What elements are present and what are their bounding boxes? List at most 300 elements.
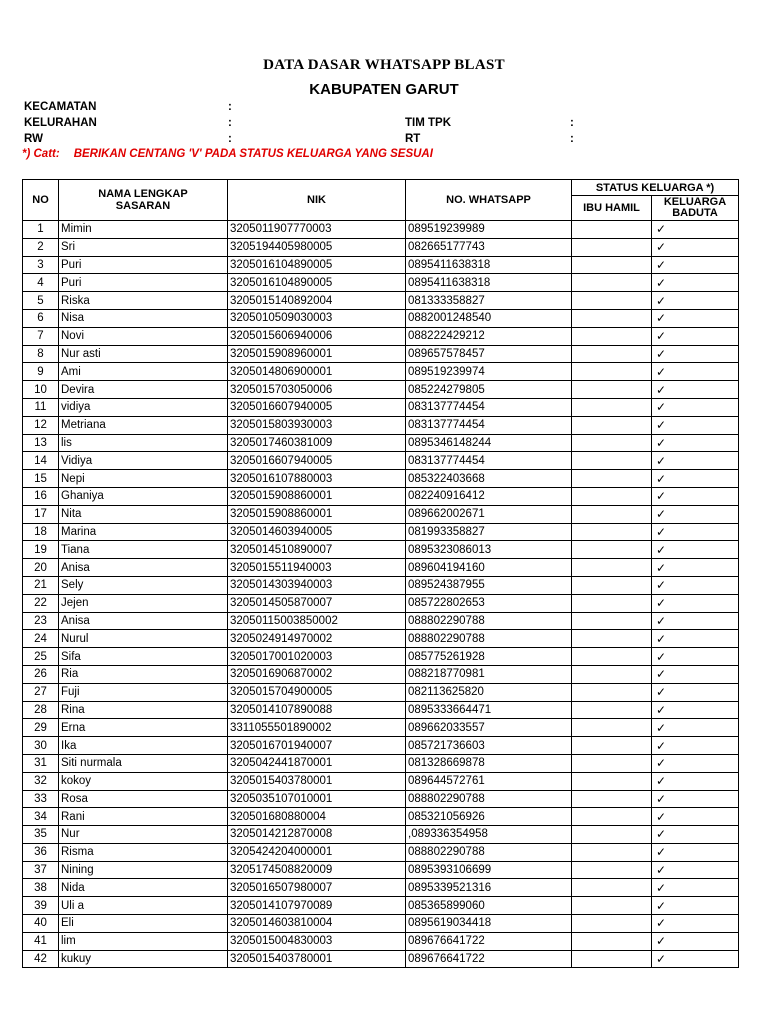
row-ibu-hamil — [572, 274, 652, 292]
row-nik: 3205014603810004 — [228, 915, 406, 933]
tim-tpk-label: TIM TPK — [405, 117, 451, 129]
table-row — [23, 719, 739, 737]
table-row — [23, 363, 739, 381]
row-ibu-hamil — [572, 826, 652, 844]
row-nama: Nida — [59, 879, 228, 897]
row-whatsapp: 089604194160 — [406, 559, 572, 577]
row-whatsapp: 0895333664471 — [406, 701, 572, 719]
table-row — [23, 559, 739, 577]
row-ibu-hamil — [572, 345, 652, 363]
row-no: 21 — [23, 576, 59, 594]
row-ibu-hamil — [572, 683, 652, 701]
row-whatsapp: 083137774454 — [406, 452, 572, 470]
table-row — [23, 630, 739, 648]
row-whatsapp: 089519239974 — [406, 363, 572, 381]
row-whatsapp: ,089336354958 — [406, 826, 572, 844]
row-no: 6 — [23, 309, 59, 327]
kelurahan-colon: : — [228, 117, 232, 129]
row-ibu-hamil — [572, 737, 652, 755]
row-nama: Puri — [59, 256, 228, 274]
row-whatsapp: 085365899060 — [406, 897, 572, 915]
row-keluarga-baduta: ✓ — [652, 576, 739, 594]
row-keluarga-baduta: ✓ — [652, 452, 739, 470]
row-nik: 3205016104890005 — [228, 256, 406, 274]
row-no: 1 — [23, 221, 59, 239]
table-row — [23, 950, 739, 968]
row-whatsapp: 088802290788 — [406, 790, 572, 808]
table-row — [23, 915, 739, 933]
row-no: 32 — [23, 772, 59, 790]
row-nik: 3205016701940007 — [228, 737, 406, 755]
row-ibu-hamil — [572, 309, 652, 327]
row-keluarga-baduta: ✓ — [652, 665, 739, 683]
row-whatsapp: 088222429212 — [406, 327, 572, 345]
row-no: 22 — [23, 594, 59, 612]
table-row — [23, 434, 739, 452]
row-keluarga-baduta: ✓ — [652, 256, 739, 274]
table-row — [23, 772, 739, 790]
row-nik: 3205016507980007 — [228, 879, 406, 897]
table-row — [23, 327, 739, 345]
row-whatsapp: 085722802653 — [406, 594, 572, 612]
row-keluarga-baduta: ✓ — [652, 915, 739, 933]
row-nik: 3205015511940003 — [228, 559, 406, 577]
table-row — [23, 345, 739, 363]
table-row — [23, 826, 739, 844]
row-keluarga-baduta: ✓ — [652, 487, 739, 505]
row-whatsapp: 085721736603 — [406, 737, 572, 755]
table-row — [23, 683, 739, 701]
row-nik: 3205014510890007 — [228, 541, 406, 559]
rt-label: RT — [405, 133, 421, 145]
header-status-keluarga: STATUS KELUARGA *) — [572, 180, 739, 196]
row-keluarga-baduta: ✓ — [652, 630, 739, 648]
row-keluarga-baduta: ✓ — [652, 719, 739, 737]
row-nik: 3205174508820009 — [228, 861, 406, 879]
row-nama: vidiya — [59, 398, 228, 416]
row-no: 30 — [23, 737, 59, 755]
row-ibu-hamil — [572, 701, 652, 719]
row-nik: 3205011500385000​2 — [228, 612, 406, 630]
table-row — [23, 879, 739, 897]
row-whatsapp: 0895411638318 — [406, 274, 572, 292]
table-row — [23, 274, 739, 292]
row-nama: Marina — [59, 523, 228, 541]
row-keluarga-baduta: ✓ — [652, 897, 739, 915]
row-keluarga-baduta: ✓ — [652, 790, 739, 808]
row-keluarga-baduta: ✓ — [652, 221, 739, 239]
row-nama: Sely — [59, 576, 228, 594]
table-row — [23, 754, 739, 772]
table-row — [23, 576, 739, 594]
row-whatsapp: 082240916412 — [406, 487, 572, 505]
row-nik: 3205017001020003 — [228, 648, 406, 666]
row-keluarga-baduta: ✓ — [652, 701, 739, 719]
row-ibu-hamil — [572, 754, 652, 772]
row-whatsapp: 089662033557 — [406, 719, 572, 737]
row-nik: 3205015403780001 — [228, 950, 406, 968]
row-no: 36 — [23, 843, 59, 861]
row-keluarga-baduta: ✓ — [652, 398, 739, 416]
row-nik: 3205035107010001 — [228, 790, 406, 808]
row-whatsapp: 0895619034418 — [406, 915, 572, 933]
note — [22, 148, 433, 160]
row-no: 2 — [23, 238, 59, 256]
row-nama: Anisa — [59, 559, 228, 577]
row-nama: Anisa — [59, 612, 228, 630]
row-nama: Tiana — [59, 541, 228, 559]
row-keluarga-baduta: ✓ — [652, 648, 739, 666]
row-no: 5 — [23, 292, 59, 310]
row-nama: Nining — [59, 861, 228, 879]
table-row — [23, 843, 739, 861]
row-no: 29 — [23, 719, 59, 737]
row-whatsapp: 081333358827 — [406, 292, 572, 310]
table-row — [23, 897, 739, 915]
row-nik: 3205010509030003 — [228, 309, 406, 327]
row-keluarga-baduta: ✓ — [652, 737, 739, 755]
row-nama: Novi — [59, 327, 228, 345]
row-nik: 3205014603940005 — [228, 523, 406, 541]
row-keluarga-baduta: ✓ — [652, 381, 739, 399]
header-ibu-hamil: IBU HAMIL — [572, 196, 652, 221]
row-no: 34 — [23, 808, 59, 826]
row-no: 33 — [23, 790, 59, 808]
table-row — [23, 737, 739, 755]
row-nik: 3205014107970089 — [228, 897, 406, 915]
row-no: 16 — [23, 487, 59, 505]
note-text: BERIKAN CENTANG 'V' PADA STATUS KELUARGA YANG SESUAI — [73, 148, 433, 160]
row-nama: Fuji — [59, 683, 228, 701]
row-no: 40 — [23, 915, 59, 933]
row-no: 23 — [23, 612, 59, 630]
row-nama: Sri — [59, 238, 228, 256]
row-nama: Ami — [59, 363, 228, 381]
row-whatsapp: 089676641722 — [406, 932, 572, 950]
table-row — [23, 452, 739, 470]
table-row — [23, 665, 739, 683]
header-keluarga-baduta: KELUARGA BADUTA — [652, 196, 739, 221]
row-keluarga-baduta: ✓ — [652, 470, 739, 488]
row-keluarga-baduta: ✓ — [652, 523, 739, 541]
row-nik: 3205017460381009 — [228, 434, 406, 452]
row-ibu-hamil — [572, 363, 652, 381]
row-nama: kukuy — [59, 950, 228, 968]
row-ibu-hamil — [572, 594, 652, 612]
row-ibu-hamil — [572, 612, 652, 630]
row-keluarga-baduta: ✓ — [652, 559, 739, 577]
kelurahan-label: KELURAHAN — [24, 117, 97, 129]
table-row — [23, 701, 739, 719]
row-ibu-hamil — [572, 487, 652, 505]
row-nama: Riska — [59, 292, 228, 310]
row-no: 18 — [23, 523, 59, 541]
row-no: 38 — [23, 879, 59, 897]
row-whatsapp: 089644572761 — [406, 772, 572, 790]
row-no: 9 — [23, 363, 59, 381]
row-nama: Nurul — [59, 630, 228, 648]
row-ibu-hamil — [572, 879, 652, 897]
row-whatsapp: 085321056926 — [406, 808, 572, 826]
row-no: 31 — [23, 754, 59, 772]
row-keluarga-baduta: ✓ — [652, 612, 739, 630]
document-title: DATA DASAR WHATSAPP BLAST — [263, 57, 505, 73]
row-ibu-hamil — [572, 292, 652, 310]
row-ibu-hamil — [572, 630, 652, 648]
row-ibu-hamil — [572, 327, 652, 345]
table-row — [23, 238, 739, 256]
row-whatsapp: 088802290788 — [406, 630, 572, 648]
row-ibu-hamil — [572, 238, 652, 256]
row-no: 4 — [23, 274, 59, 292]
table-row — [23, 541, 739, 559]
row-nama: Puri — [59, 274, 228, 292]
row-keluarga-baduta: ✓ — [652, 683, 739, 701]
row-nik: 3205016607940005 — [228, 398, 406, 416]
row-keluarga-baduta: ✓ — [652, 309, 739, 327]
row-keluarga-baduta: ✓ — [652, 754, 739, 772]
row-no: 26 — [23, 665, 59, 683]
row-whatsapp: 089519239989 — [406, 221, 572, 239]
header-nik: NIK — [228, 180, 406, 221]
row-nama: Rani — [59, 808, 228, 826]
row-ibu-hamil — [572, 452, 652, 470]
row-nik: 3205015908860001 — [228, 505, 406, 523]
row-nama: Siti nurmala — [59, 754, 228, 772]
row-no: 7 — [23, 327, 59, 345]
row-ibu-hamil — [572, 861, 652, 879]
row-nama: Nita — [59, 505, 228, 523]
row-nik: 3205015606940006 — [228, 327, 406, 345]
row-nama: Nepi — [59, 470, 228, 488]
table-row — [23, 381, 739, 399]
row-nik: 3205014212870008 — [228, 826, 406, 844]
row-nik: 3205011907770003 — [228, 221, 406, 239]
row-nik: 3205015803930003 — [228, 416, 406, 434]
row-whatsapp: 089524387955 — [406, 576, 572, 594]
row-nik: 3205014505870007 — [228, 594, 406, 612]
row-ibu-hamil — [572, 523, 652, 541]
header-nama: NAMA LENGKAP SASARAN — [59, 180, 228, 221]
table-row — [23, 861, 739, 879]
row-nik: 3311055501890002 — [228, 719, 406, 737]
row-ibu-hamil — [572, 559, 652, 577]
row-whatsapp: 085775261928 — [406, 648, 572, 666]
document-subtitle: KABUPATEN GARUT — [309, 81, 459, 98]
row-ibu-hamil — [572, 256, 652, 274]
row-nik: 3205194405980005 — [228, 238, 406, 256]
row-nama: Metriana — [59, 416, 228, 434]
note-prefix: *) Catt: — [22, 148, 60, 160]
table-row — [23, 612, 739, 630]
row-whatsapp: 0895339521316 — [406, 879, 572, 897]
row-nik: 3205014107890088 — [228, 701, 406, 719]
table-row — [23, 932, 739, 950]
row-ibu-hamil — [572, 416, 652, 434]
row-ibu-hamil — [572, 665, 652, 683]
row-nama: Erna — [59, 719, 228, 737]
row-nama: lim — [59, 932, 228, 950]
table-row — [23, 790, 739, 808]
row-nik: 3205016906870002 — [228, 665, 406, 683]
row-whatsapp: 0895393106699 — [406, 861, 572, 879]
row-no: 11 — [23, 398, 59, 416]
row-no: 19 — [23, 541, 59, 559]
row-ibu-hamil — [572, 381, 652, 399]
row-keluarga-baduta: ✓ — [652, 238, 739, 256]
row-whatsapp: 089676641722 — [406, 950, 572, 968]
row-ibu-hamil — [572, 541, 652, 559]
row-nama: Ria — [59, 665, 228, 683]
row-nik: 3205024914970002 — [228, 630, 406, 648]
row-ibu-hamil — [572, 505, 652, 523]
table-row — [23, 594, 739, 612]
row-nama: Vidiya — [59, 452, 228, 470]
row-nama: Rina — [59, 701, 228, 719]
row-whatsapp: 081328669878 — [406, 754, 572, 772]
row-whatsapp: 088802290788 — [406, 843, 572, 861]
row-nama: lis — [59, 434, 228, 452]
row-ibu-hamil — [572, 398, 652, 416]
row-whatsapp: 082113625820 — [406, 683, 572, 701]
row-ibu-hamil — [572, 808, 652, 826]
row-nama: Ghaniya — [59, 487, 228, 505]
row-ibu-hamil — [572, 470, 652, 488]
row-keluarga-baduta: ✓ — [652, 808, 739, 826]
row-nik: 3205424204000001 — [228, 843, 406, 861]
row-nama: Uli a — [59, 897, 228, 915]
row-whatsapp: 082665177743 — [406, 238, 572, 256]
row-ibu-hamil — [572, 790, 652, 808]
rw-colon: : — [228, 133, 232, 145]
table-row — [23, 648, 739, 666]
row-ibu-hamil — [572, 434, 652, 452]
row-keluarga-baduta: ✓ — [652, 434, 739, 452]
row-nik: 3205015908960001 — [228, 345, 406, 363]
row-no: 14 — [23, 452, 59, 470]
row-nik: 3205015403780001 — [228, 772, 406, 790]
row-nik: 3205016104890005 — [228, 274, 406, 292]
table-row — [23, 292, 739, 310]
row-keluarga-baduta: ✓ — [652, 594, 739, 612]
row-no: 35 — [23, 826, 59, 844]
row-keluarga-baduta: ✓ — [652, 363, 739, 381]
row-ibu-hamil — [572, 897, 652, 915]
row-nama: Nur asti — [59, 345, 228, 363]
row-nama: kokoy — [59, 772, 228, 790]
row-whatsapp: 089657578457 — [406, 345, 572, 363]
row-whatsapp: 088218770981 — [406, 665, 572, 683]
row-no: 3 — [23, 256, 59, 274]
row-no: 8 — [23, 345, 59, 363]
table-row — [23, 221, 739, 239]
row-no: 12 — [23, 416, 59, 434]
row-keluarga-baduta: ✓ — [652, 861, 739, 879]
row-keluarga-baduta: ✓ — [652, 826, 739, 844]
row-nik: 3205016107880003 — [228, 470, 406, 488]
row-no: 24 — [23, 630, 59, 648]
row-no: 27 — [23, 683, 59, 701]
data-table — [22, 179, 739, 968]
row-no: 15 — [23, 470, 59, 488]
row-whatsapp: 0882001248540 — [406, 309, 572, 327]
table-body — [23, 221, 739, 968]
row-nik: 3205016607940005 — [228, 452, 406, 470]
rt-colon: : — [570, 133, 574, 145]
row-keluarga-baduta: ✓ — [652, 541, 739, 559]
row-ibu-hamil — [572, 932, 652, 950]
row-nik: 3205015004830003 — [228, 932, 406, 950]
row-no: 28 — [23, 701, 59, 719]
row-ibu-hamil — [572, 576, 652, 594]
row-nik: 3205014806900001 — [228, 363, 406, 381]
row-no: 42 — [23, 950, 59, 968]
kecamatan-colon: : — [228, 101, 232, 113]
row-no: 20 — [23, 559, 59, 577]
row-nama: Jejen — [59, 594, 228, 612]
row-nik: 320501680880004 — [228, 808, 406, 826]
header-whatsapp: NO. WHATSAPP — [406, 180, 572, 221]
table-row — [23, 256, 739, 274]
row-whatsapp: 089662002671 — [406, 505, 572, 523]
row-keluarga-baduta: ✓ — [652, 327, 739, 345]
row-ibu-hamil — [572, 221, 652, 239]
row-keluarga-baduta: ✓ — [652, 950, 739, 968]
row-whatsapp: 081993358827 — [406, 523, 572, 541]
row-whatsapp: 0895346148244 — [406, 434, 572, 452]
header-no: NO — [23, 180, 59, 221]
row-keluarga-baduta: ✓ — [652, 345, 739, 363]
row-nik: 3205014303940003 — [228, 576, 406, 594]
row-nik: 3205015704900005 — [228, 683, 406, 701]
row-whatsapp: 088802290788 — [406, 612, 572, 630]
row-ibu-hamil — [572, 719, 652, 737]
row-nama: Devira — [59, 381, 228, 399]
table-row — [23, 487, 739, 505]
row-keluarga-baduta: ✓ — [652, 274, 739, 292]
row-keluarga-baduta: ✓ — [652, 416, 739, 434]
table-row — [23, 505, 739, 523]
row-whatsapp: 0895323086013 — [406, 541, 572, 559]
row-nik: 3205015703050006 — [228, 381, 406, 399]
table-row — [23, 808, 739, 826]
row-nik: 3205015140892004 — [228, 292, 406, 310]
kecamatan-label: KECAMATAN — [24, 101, 97, 113]
row-ibu-hamil — [572, 772, 652, 790]
row-no: 37 — [23, 861, 59, 879]
row-no: 25 — [23, 648, 59, 666]
row-keluarga-baduta: ✓ — [652, 843, 739, 861]
row-keluarga-baduta: ✓ — [652, 932, 739, 950]
row-ibu-hamil — [572, 843, 652, 861]
row-no: 39 — [23, 897, 59, 915]
row-no: 17 — [23, 505, 59, 523]
row-nama: Ika — [59, 737, 228, 755]
row-whatsapp: 083137774454 — [406, 398, 572, 416]
row-whatsapp: 083137774454 — [406, 416, 572, 434]
rw-label: RW — [24, 133, 43, 145]
row-whatsapp: 085224279805 — [406, 381, 572, 399]
table-row — [23, 523, 739, 541]
row-nama: Mimin — [59, 221, 228, 239]
row-keluarga-baduta: ✓ — [652, 292, 739, 310]
tim-tpk-colon: : — [570, 117, 574, 129]
table-row — [23, 416, 739, 434]
row-no: 10 — [23, 381, 59, 399]
row-keluarga-baduta: ✓ — [652, 879, 739, 897]
row-nama: Nur — [59, 826, 228, 844]
row-whatsapp: 085322403668 — [406, 470, 572, 488]
